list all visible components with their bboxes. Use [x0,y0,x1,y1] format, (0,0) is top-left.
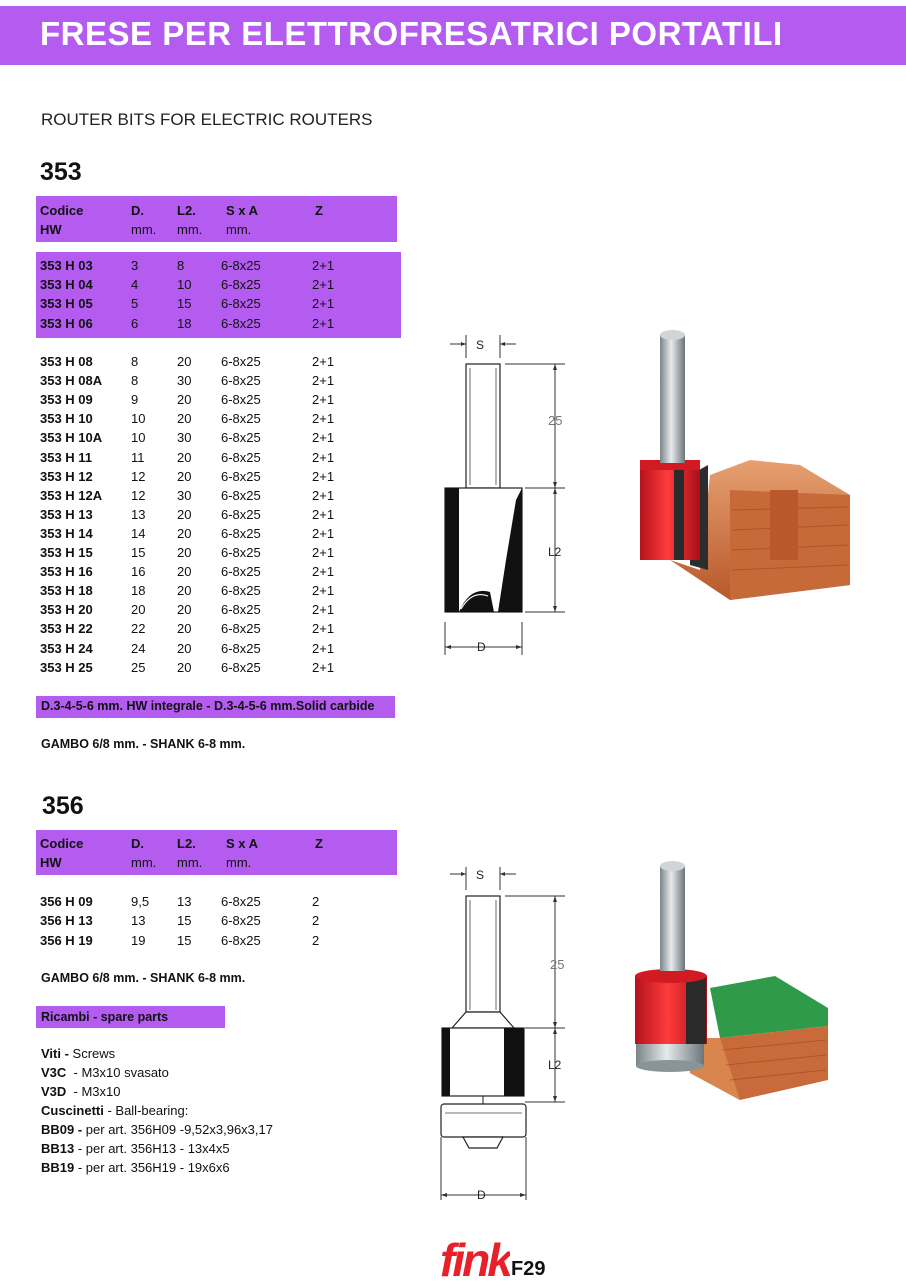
cell-l2: 20 [177,640,192,656]
cell-code: 353 H 06 [40,315,93,331]
cell-code: 353 H 08A [40,373,103,389]
dim-l2: L2 [548,1058,562,1072]
table-row [0,564,400,583]
spare-part-desc: - per art. 356H19 - 19x6x6 [74,1160,230,1175]
col-l2-header: L2. [177,203,196,218]
dim-a: 25 [550,957,565,972]
cell-l2: 10 [177,277,192,293]
cell-sxa: 6-8x25 [221,373,261,389]
col-z-header: Z [315,836,323,851]
cell-l2: 15 [177,913,192,929]
cell-z: 2+1 [312,449,335,465]
col-l2-unit: mm. [177,222,203,237]
cell-d: 8 [131,354,139,369]
table-row [0,583,400,602]
cell-sxa: 6-8x25 [221,277,261,293]
cell-z: 2+1 [312,602,335,618]
cell-sxa: 6-8x25 [221,411,261,427]
cell-d: 10 [131,411,146,427]
table-row [0,277,400,296]
table-row [0,545,400,564]
table-row [0,316,400,335]
table-row [0,913,400,932]
cell-sxa: 6-8x25 [221,487,261,503]
cell-d: 13 [131,506,146,522]
spare-part-item [41,1139,273,1158]
spare-part-desc: - M3x10 svasato [66,1065,169,1080]
cell-l2: 20 [177,449,192,465]
table-row [0,258,400,277]
cell-z: 2 [312,894,320,909]
col-sxa-unit: mm. [226,855,252,870]
router-bit-356-illustration [630,858,835,1103]
cell-z: 2+1 [312,525,335,541]
cell-sxa: 6-8x25 [221,583,261,599]
series-353-number: 353 [40,158,82,186]
spare-part-code: BB09 - [41,1122,83,1137]
cell-sxa: 6-8x25 [221,564,261,580]
spare-part-item [41,1082,273,1101]
table-356-header-bg [36,830,397,875]
spare-part-item [41,1063,273,1082]
cell-l2: 18 [177,315,192,331]
cell-sxa: 6-8x25 [221,913,261,929]
col-code-header-2: HW [40,222,62,237]
cell-z: 2+1 [312,315,335,331]
spare-part-code: Cuscinetti [41,1103,104,1118]
diagram-356 [430,862,580,1207]
cell-code: 353 H 10A [40,430,103,446]
spare-part-code: V3C [41,1065,67,1080]
table-row [0,507,400,526]
cell-l2: 20 [177,525,192,541]
cell-d: 14 [131,525,146,541]
cell-code: 353 H 13 [40,506,93,522]
spare-part-item [41,1044,273,1063]
spare-parts-list [41,1044,273,1177]
cell-code: 353 H 04 [40,277,93,293]
table-row [0,411,400,430]
col-d-unit: mm. [131,222,157,237]
table-row [0,392,400,411]
cell-sxa: 6-8x25 [221,258,261,273]
fink-logo-text: fink [440,1234,510,1282]
cell-d: 16 [131,564,146,580]
cell-d: 6 [131,315,139,331]
cell-z: 2+1 [312,583,335,599]
cell-sxa: 6-8x25 [221,659,261,675]
table-row [0,469,400,488]
shank-356: GAMBO 6/8 mm. - SHANK 6-8 mm. [41,971,246,985]
table-353-header-bg [36,196,397,242]
cell-z: 2+1 [312,258,335,273]
page-title: FRESE PER ELETTROFRESATRICI PORTATILI [40,15,783,52]
cell-d: 5 [131,296,139,312]
cell-code: 353 H 16 [40,564,93,580]
cell-z: 2+1 [312,506,335,522]
cell-l2: 20 [177,583,192,599]
cell-z: 2+1 [312,545,335,560]
cell-z: 2+1 [312,468,335,484]
cell-sxa: 6-8x25 [221,545,261,560]
series-356-number: 356 [42,792,84,820]
cell-l2: 20 [177,411,192,427]
spare-part-desc: - Ball-bearing: [103,1103,189,1118]
diagram-353 [430,330,580,660]
col-code-header: Codice [40,203,84,218]
spare-part-desc: per art. 356H09 -9,52x3,96x3,17 [82,1122,273,1137]
cell-d: 12 [131,468,146,484]
spare-part-desc: - M3x10 [66,1084,121,1099]
cell-code: 353 H 12 [40,468,93,484]
cell-code: 353 H 10 [40,411,93,427]
page-number: F29 [511,1258,546,1280]
cell-l2: 8 [177,258,185,273]
page-subtitle: ROUTER BITS FOR ELECTRIC ROUTERS [41,110,373,129]
cell-code: 353 H 03 [40,258,93,273]
cell-d: 9 [131,392,139,408]
dim-l2: L2 [548,545,562,559]
col-l2-unit: mm. [177,855,203,870]
cell-sxa: 6-8x25 [221,430,261,446]
table-row [0,621,400,640]
dim-a: 25 [548,413,563,428]
table-row [0,526,400,545]
cell-d: 10 [131,430,146,446]
cell-code: 356 H 13 [40,913,93,929]
cell-z: 2+1 [312,277,335,293]
cell-d: 18 [131,583,146,599]
spare-part-code: Viti - [41,1046,69,1061]
cell-z: 2+1 [312,296,335,312]
spare-part-item [41,1158,273,1177]
col-sxa-header: S x A [226,836,259,851]
spare-part-desc: Screws [68,1046,116,1061]
cell-z: 2+1 [312,621,335,637]
cell-z: 2+1 [312,354,335,369]
cell-z: 2+1 [312,487,335,503]
dim-d: D [477,1188,486,1202]
spare-part-desc: - per art. 356H13 - 13x4x5 [74,1141,230,1156]
cell-code: 353 H 12A [40,487,103,503]
cell-l2: 20 [177,564,192,580]
col-l2-header: L2. [177,836,196,851]
table-row [0,430,400,449]
spare-part-item [41,1120,273,1139]
col-d-unit: mm. [131,855,157,870]
cell-z: 2+1 [312,373,335,389]
cell-code: 353 H 22 [40,621,93,637]
cell-l2: 20 [177,621,192,637]
cell-z: 2+1 [312,659,335,675]
cell-code: 356 H 09 [40,894,93,909]
table-row [0,660,400,679]
col-code-header: Codice [40,836,84,851]
cell-code: 353 H 05 [40,296,93,312]
spare-parts-title: Ricambi - spare parts [41,1010,169,1024]
table-row [0,602,400,621]
cell-l2: 20 [177,392,192,408]
col-d-header: D. [131,836,144,851]
cell-code: 353 H 25 [40,659,93,675]
router-bit-353-illustration [630,325,855,610]
cell-sxa: 6-8x25 [221,449,261,465]
cell-l2: 20 [177,545,192,560]
cell-code: 353 H 11 [40,449,93,465]
col-sxa-header: S x A [226,203,259,218]
cell-d: 9,5 [131,894,150,909]
fink-logo [438,1232,510,1282]
shank-353: GAMBO 6/8 mm. - SHANK 6-8 mm. [41,737,246,751]
cell-d: 8 [131,373,139,389]
cell-d: 12 [131,487,146,503]
cell-sxa: 6-8x25 [221,392,261,408]
spare-part-code: BB13 [41,1141,75,1156]
cell-z: 2 [312,932,320,948]
cell-z: 2+1 [312,564,335,580]
cell-d: 22 [131,621,146,637]
cell-code: 353 H 15 [40,545,93,560]
cell-code: 353 H 14 [40,525,93,541]
cell-code: 353 H 09 [40,392,93,408]
cell-l2: 30 [177,430,192,446]
cell-d: 11 [131,449,145,465]
spare-part-code: V3D [41,1084,67,1099]
dim-s: S [476,338,485,352]
cell-sxa: 6-8x25 [221,354,261,369]
cell-d: 19 [131,932,146,948]
cell-z: 2+1 [312,392,335,408]
cell-d: 4 [131,277,139,293]
cell-d: 24 [131,640,146,656]
cell-d: 25 [131,659,146,675]
cell-z: 2+1 [312,411,335,427]
table-row [0,450,400,469]
cell-sxa: 6-8x25 [221,602,261,618]
cell-l2: 15 [177,932,192,948]
cell-sxa: 6-8x25 [221,315,261,331]
cell-code: 353 H 20 [40,602,93,618]
dim-d: D [477,640,486,654]
cell-d: 15 [131,545,146,560]
table-row [0,354,400,373]
cell-z: 2+1 [312,430,335,446]
table-row [0,296,400,315]
cell-sxa: 6-8x25 [221,525,261,541]
table-row [0,933,400,952]
cell-code: 353 H 24 [40,640,93,656]
cell-d: 3 [131,258,139,273]
cell-l2: 13 [177,894,192,909]
cell-l2: 15 [177,296,192,312]
col-z-header: Z [315,203,323,218]
cell-l2: 20 [177,659,192,675]
cell-sxa: 6-8x25 [221,468,261,484]
spare-part-item [41,1101,273,1120]
cell-sxa: 6-8x25 [221,640,261,656]
cell-code: 353 H 08 [40,354,93,369]
table-row [0,894,400,913]
cell-l2: 30 [177,487,192,503]
cell-code: 356 H 19 [40,932,93,948]
spare-part-code: BB19 [41,1160,75,1175]
col-code-header-2: HW [40,855,62,870]
col-d-header: D. [131,203,144,218]
col-sxa-unit: mm. [226,222,252,237]
cell-l2: 20 [177,354,192,369]
cell-sxa: 6-8x25 [221,621,261,637]
cell-sxa: 6-8x25 [221,296,261,312]
dim-s: S [476,868,485,882]
table-row [0,488,400,507]
cell-l2: 30 [177,373,192,389]
cell-l2: 20 [177,468,192,484]
cell-d: 20 [131,602,146,618]
cell-z: 2+1 [312,640,335,656]
table-row [0,373,400,392]
note-353: D.3-4-5-6 mm. HW integrale - D.3-4-5-6 mm.Solid carbide [41,699,375,713]
cell-code: 353 H 18 [40,583,93,599]
cell-l2: 20 [177,506,192,522]
cell-d: 13 [131,913,146,929]
cell-sxa: 6-8x25 [221,506,261,522]
cell-l2: 20 [177,602,192,618]
cell-z: 2 [312,913,320,929]
cell-sxa: 6-8x25 [221,894,261,909]
cell-sxa: 6-8x25 [221,932,261,948]
table-row [0,641,400,660]
